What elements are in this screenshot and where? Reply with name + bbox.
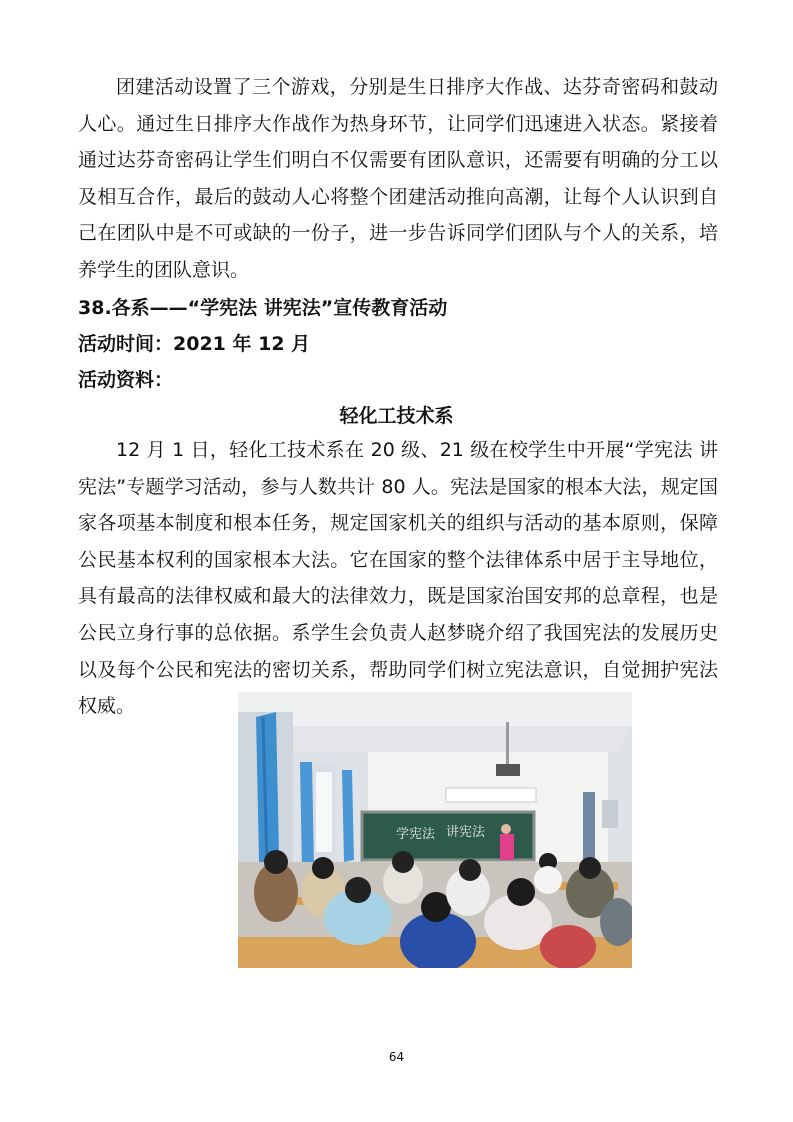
activity-time: 活动时间：2021 年 12 月	[78, 333, 311, 355]
department-title: 轻化工技术系	[339, 405, 454, 427]
section-heading: 38.各系——“学宪法 讲宪法”宣传教育活动	[78, 297, 448, 319]
activity-materials-label: 活动资料：	[78, 369, 174, 391]
classroom-photo	[238, 692, 632, 968]
body-paragraph: 12 月 1 日，轻化工技术系在 20 级、21 级在校学生中开展“学宪法 讲宪法”专题学习活动，参与人数共计 80 人。宪法是国家的根本大法，规定国家各项基本制度和根本任务，规定国家机关的组织与活动的基本原则，保障公民基本权利的国家根本大法。它在国家的整个法律体系中居于主导地位，具有最高的法律权威和最大的法律效力，既是国家治国安邦的总章程，也是公民立身行事的总依据。系学生会负责人赵梦晓介绍了我国宪法的发展历史以及每个公民和宪法的密切关系，帮助同学们树立宪法意识，自觉拥护宪法权威。	[78, 439, 718, 718]
body-paragraph: 团建活动设置了三个游戏，分别是生日排序大作战、达芬奇密码和鼓动人心。通过生日排序大作战作为热身环节，让同学们迅速进入状态。紧接着通过达芬奇密码让学生们明白不仅需要有团队意识，还需要有明确的分工以及相互合作，最后的鼓动人心将整个团建活动推向高潮，让每个人认识到自己在团队中是不可或缺的一份子，进一步告诉同学们团队与个人的关系，培养学生的团队意识。	[78, 76, 718, 281]
blackboard-text-left: 学宪法	[396, 827, 436, 842]
page-number: 64	[388, 1050, 405, 1064]
blackboard-text-right: 讲宪法	[446, 825, 486, 840]
